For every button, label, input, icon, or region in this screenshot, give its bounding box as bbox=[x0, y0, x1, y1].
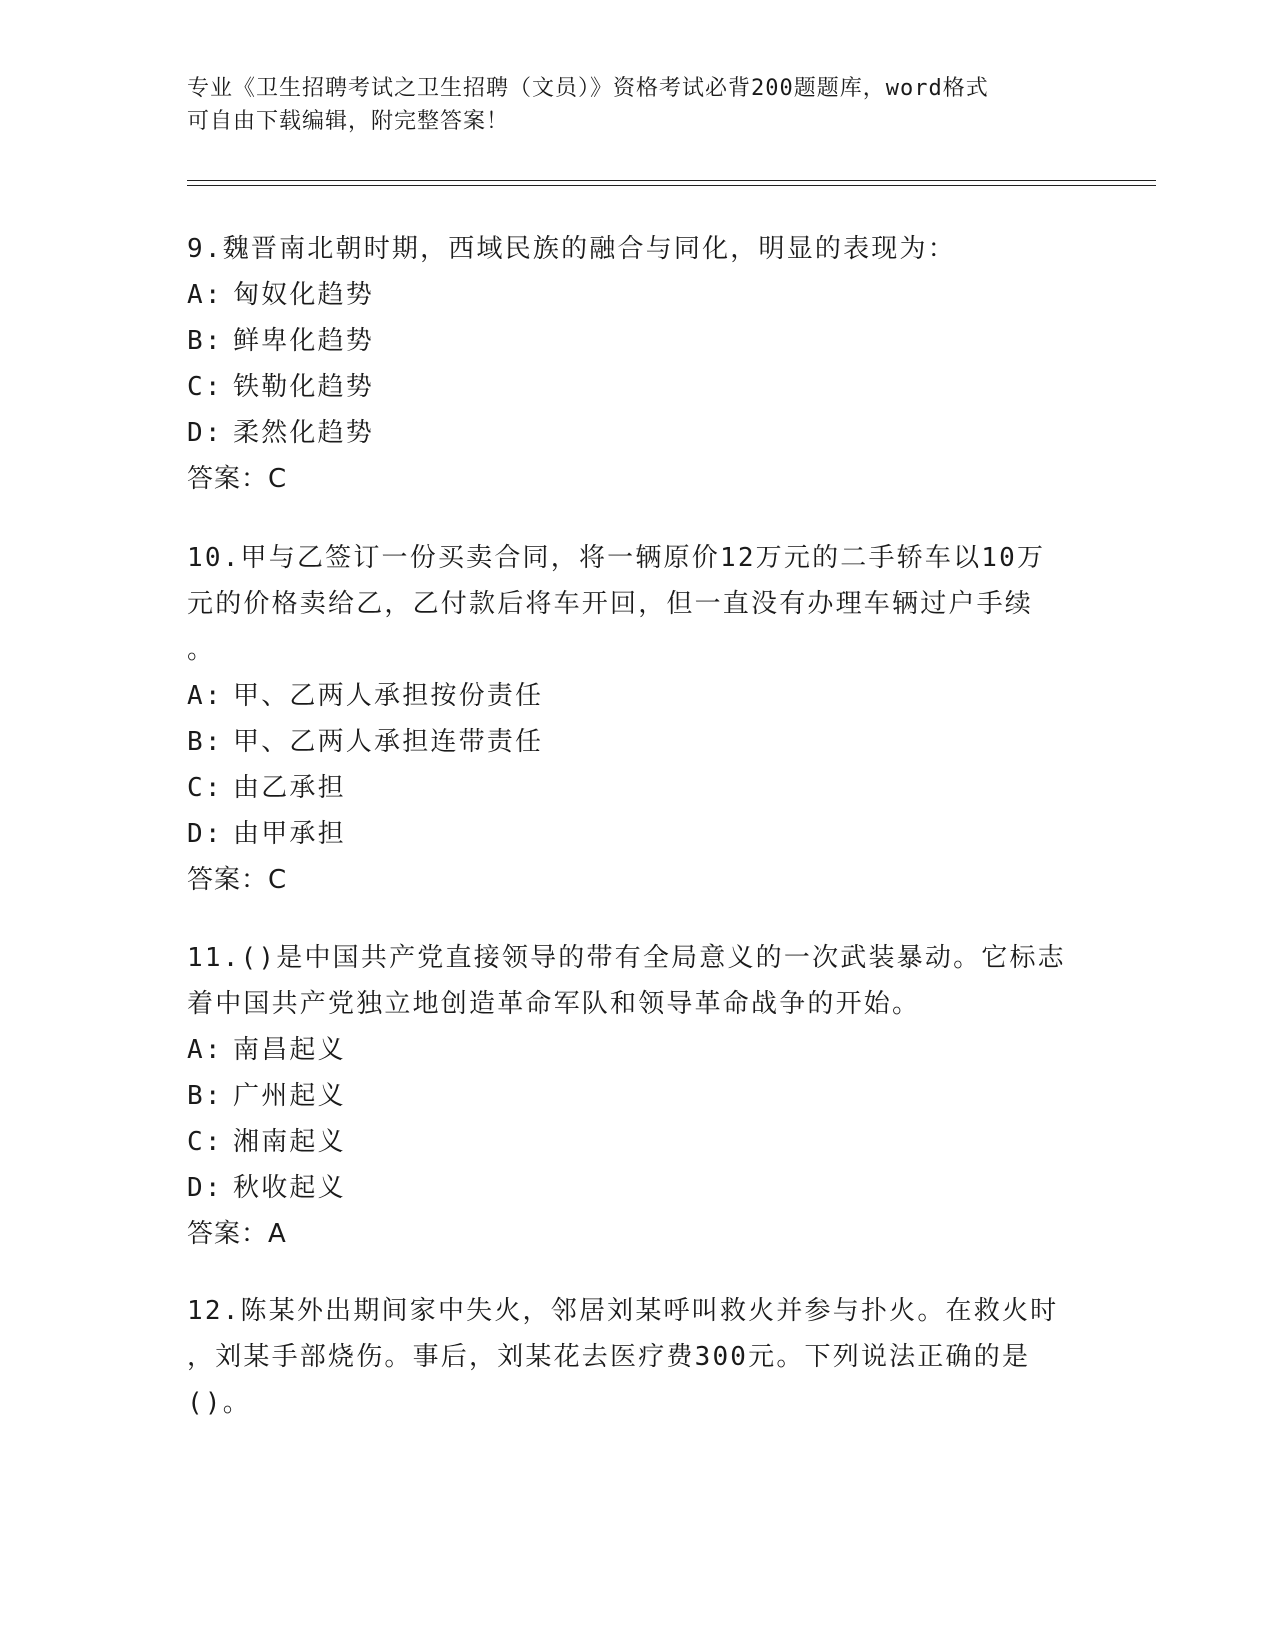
option-text: 铁勒化趋势 bbox=[233, 372, 375, 402]
option-letter: D: bbox=[187, 819, 223, 849]
stem-line: 10.甲与乙签订一份买卖合同，将一辆原价12万元的二手轿车以10万 bbox=[187, 543, 1046, 573]
option-d bbox=[187, 811, 1077, 857]
stem-line: 12.陈某外出期间家中失火，邻居刘某呼叫救火并参与扑火。在救火时 bbox=[187, 1296, 1059, 1326]
question-9 bbox=[187, 226, 1077, 502]
option-letter: C: bbox=[187, 372, 223, 402]
header-divider-bottom bbox=[187, 185, 1156, 186]
option-c bbox=[187, 765, 1077, 811]
question-stem bbox=[187, 1288, 1077, 1426]
option-letter: A: bbox=[187, 280, 223, 310]
option-text: 由乙承担 bbox=[233, 773, 346, 803]
option-text: 柔然化趋势 bbox=[233, 418, 375, 448]
stem-line: ，刘某手部烧伤。事后，刘某花去医疗费300元。下列说法正确的是 bbox=[187, 1342, 1031, 1372]
option-b bbox=[187, 1073, 1077, 1119]
question-stem bbox=[187, 535, 1077, 673]
option-text: 甲、乙两人承担连带责任 bbox=[233, 727, 544, 757]
option-text: 匈奴化趋势 bbox=[233, 280, 375, 310]
option-text: 由甲承担 bbox=[233, 819, 346, 849]
question-stem bbox=[187, 226, 1077, 272]
question-12 bbox=[187, 1288, 1077, 1426]
option-letter: A: bbox=[187, 1035, 223, 1065]
question-10 bbox=[187, 535, 1077, 903]
option-letter: C: bbox=[187, 773, 223, 803]
option-letter: A: bbox=[187, 681, 223, 711]
option-d bbox=[187, 1165, 1077, 1211]
stem-line: 11.()是中国共产党直接领导的带有全局意义的一次武装暴动。它标志 bbox=[187, 943, 1066, 973]
stem-line: 着中国共产党独立地创造革命军队和领导革命战争的开始。 bbox=[187, 989, 921, 1019]
option-text: 湘南起义 bbox=[233, 1127, 346, 1157]
option-text: 鲜卑化趋势 bbox=[233, 326, 375, 356]
option-text: 秋收起义 bbox=[233, 1173, 346, 1203]
option-letter: D: bbox=[187, 1173, 223, 1203]
header-line-2: 可自由下载编辑，附完整答案！ bbox=[187, 109, 510, 134]
option-c bbox=[187, 1119, 1077, 1165]
option-letter: C: bbox=[187, 1127, 223, 1157]
option-text: 南昌起义 bbox=[233, 1035, 346, 1065]
stem-line: 9.魏晋南北朝时期，西域民族的融合与同化，明显的表现为： bbox=[187, 234, 956, 264]
option-a bbox=[187, 272, 1077, 318]
option-letter: B: bbox=[187, 727, 223, 757]
option-d bbox=[187, 410, 1077, 456]
option-b bbox=[187, 719, 1077, 765]
answer-line: 答案：A bbox=[187, 1219, 287, 1249]
stem-line: 。 bbox=[187, 635, 216, 665]
option-text: 广州起义 bbox=[233, 1081, 346, 1111]
option-b bbox=[187, 318, 1077, 364]
option-a bbox=[187, 1027, 1077, 1073]
answer-line: 答案：C bbox=[187, 865, 288, 895]
header-line-1: 专业《卫生招聘考试之卫生招聘（文员）》资格考试必背200题题库，word格式 bbox=[187, 76, 989, 101]
question-stem bbox=[187, 935, 1077, 1027]
option-letter: B: bbox=[187, 326, 223, 356]
option-a bbox=[187, 673, 1077, 719]
document-header bbox=[187, 72, 1087, 138]
option-text: 甲、乙两人承担按份责任 bbox=[233, 681, 544, 711]
stem-line: ()。 bbox=[187, 1388, 251, 1418]
header-divider-top bbox=[187, 180, 1156, 181]
stem-line: 元的价格卖给乙，乙付款后将车开回，但一直没有办理车辆过户手续 bbox=[187, 589, 1034, 619]
option-c bbox=[187, 364, 1077, 410]
answer-line: 答案：C bbox=[187, 464, 288, 494]
option-letter: B: bbox=[187, 1081, 223, 1111]
option-letter: D: bbox=[187, 418, 223, 448]
question-11 bbox=[187, 935, 1077, 1257]
